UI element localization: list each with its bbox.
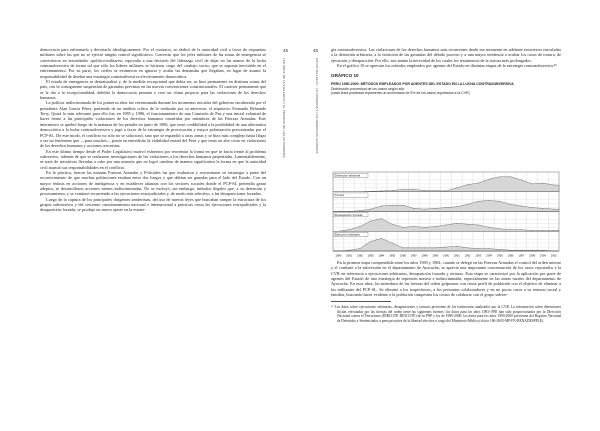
chart-point (360, 210, 361, 211)
chart-point (467, 184, 468, 185)
right-paragraph: En la primera etapa comprendida entre los años 1983 y 1984, cuando se delegó en las Fuerzas Armadas el control del orden interno y el combate a la subversión en el departamento de Ayacucho, se aprecia una importante concentración de los casos reportados a la CVR en referencia a ejecuciones arbitrarias, desaparición forzada y torturas. Esta etapa se caracterizó por la aplicación por parte de agentes del Estado de una estrategia de represión masiva e indiscriminada, especialmente en las zonas rurales del departamento de Ayacucho. En esos años, los miembros de las fuerzas del orden golpearon con cierta perfil de población con el objetivo de eliminar a los militantes del PCP-SL. Se eliminó a los sospechosos, a los presuntos colaboradores y en no pocas casos a su entorno social y familiar, buscando hacer evidente a la población campesina los costos de colaborar con el grupo subver- (331, 260, 561, 298)
chart-point (510, 176, 511, 177)
right-body-text (331, 47, 561, 95)
methods-chart (331, 170, 561, 258)
chart-point (489, 248, 490, 249)
chart-point (478, 201, 479, 202)
chart-x-tick-label: 1982 (356, 254, 363, 258)
chart-point (392, 205, 393, 206)
chart-point (381, 238, 382, 239)
chart-point (413, 208, 414, 209)
chart-point (403, 227, 404, 228)
right-page (300, 0, 600, 431)
chart-point (553, 209, 554, 210)
chart-point (499, 249, 500, 250)
right-running-head: HATUN WILLAKUY · LA TRAGEDIA Y LOS DERECHOS HUMANOS (315, 58, 319, 154)
chart-point (424, 190, 425, 191)
chart-point (467, 224, 468, 225)
chart-x-tick-label: 1991 (453, 254, 460, 258)
chart-point (456, 206, 457, 207)
footnote-rule (331, 301, 391, 302)
chart-x-tick-label: 1999 (539, 254, 546, 258)
chart-point (360, 248, 361, 249)
chart-point (403, 248, 404, 249)
chart-point (553, 230, 554, 231)
chart-point (360, 226, 361, 227)
right-lower-text (331, 260, 561, 323)
left-paragraph: La política indiscriminada de los primeros años fue reexaminada durante los momentos iniciales del gobierno encabezado por el presidente Alan García Pérez, partiendo de un análisis crítico de lo realizado por su antecesor, el arquitecto Fernando Belaunde Terry. Quizá lo más relevante para ello fue, en 1985 y 1986, el funcionamiento de una Comisión de Paz y una inicial voluntad de hacer frente a las principales violaciones de los derechos humanos cometidas por miembros de las Fuerzas Armadas. Este intermezzo se quebró luego de la matanza de los penales en junio de 1986, que restó credibilidad a la posibilidad de una alternativa democrática a la lucha contrasubversiva y jugó a favor de la estrategia de provocación y mayor polarización preconizadas por el PCP-SL. De este modo, el conflicto no sólo no se solucionó, sino que se expandió a otras zonas y se hizo más complejo hasta llegar a ser un fenómeno que —para muchos— ponía en entredicho la viabilidad estatal del Perú y que tenía un alto costo en violaciones de los derechos humanos y acciones terroristas. (40, 100, 266, 149)
chart-point (553, 185, 554, 186)
chart-point (456, 187, 457, 188)
chart-point (392, 243, 393, 244)
chart-point (478, 183, 479, 184)
chart-x-tick-label: 1989 (432, 254, 439, 258)
graph-subtitle: Distribución porcentual de los casos según año (331, 86, 405, 91)
chart-point (435, 226, 436, 227)
chart-point (478, 225, 479, 226)
chart-series-label: Tortura (335, 193, 344, 198)
chart-x-tick-label: 1983 (367, 254, 374, 258)
right-page-number: 46 (313, 48, 319, 53)
chart-point (413, 248, 414, 249)
chart-point (349, 229, 350, 230)
chart-point (370, 221, 371, 222)
chart-x-tick-label: 1986 (399, 254, 406, 258)
left-paragraph: En este último tiempo desde el Poder Legislativo motivó esfuerzos por reorientar la forma en que se hacía frente al problema subversivo, además de que se realizaron investigaciones de las violaciones a los derechos humanos perpetradas. Lamentablemente, se trató de iniciativas llevadas a cabo por una minoría que no logró cambiar de manera significativa la forma en que la autoridad civil asumió sus responsabilidades en el conflicto. (40, 148, 266, 170)
chart-point (381, 206, 382, 207)
chart-point (510, 250, 511, 251)
left-paragraph: democracia para enfrentarlo y derrotarlo ideológicamente. Por el contrario, se abdicó de la autoridad civil a favor de respuestas militares sobre las que no se ejerció ningún control significativo. Convertir que los jefes militares de las zonas de emergencia se convirtieron en autoridades «político-militares» equivalía a una decisión del liderazgo civil de dejar en las manos de la lucha contrasubversiva de forma tal que sólo los líderes militares se hicieron cargo del «trabajo sucio» que se suponía inevitable en el enfrentamiento. Por su parte, los civiles se eximieron en ignorar y avalar las demandas que llegaban, en lugar de asumir la responsabilidad de diseñar una estrategia contrasubversiva efectivamente democrática. (40, 47, 266, 79)
chart-point (499, 201, 500, 202)
chart-point (349, 250, 350, 251)
left-paragraph: El estado de emergencia se desnaturalizó y, de la medida excepcional que debía ser, se hizo permanente en distintas zonas del país, con la consiguiente suspensión de garantías previstas en las nuevas convenciones constitucionales. El carácter permanente que se le dio a la excepcionalidad, debilitó la democracia peruana y creó un clima propicio para las violaciones de los derechos humanos. (40, 79, 266, 101)
chart-point (424, 209, 425, 210)
chart-point (370, 241, 371, 242)
chart-point (446, 207, 447, 208)
chart-point (510, 204, 511, 205)
chart-point (370, 209, 371, 210)
left-paragraph: En la práctica, fueron las mismas Fuerzas Armadas y Policiales las que evaluaron y reorientaron su estrategia a partir del reconocimiento de que muchas poblaciones estaban entre dos fuegos y que debían ser ganadas para el lado del Estado. Con un mayor énfasis en acciones de inteligencia y en establecer alianzas con los sectores sociales donde el PCP-SL pretendía ganar adeptos, se desarrollaron acciones menos indiscriminadas. No se excluyó, sin embargo, métodos ilegales que, a su detención y procesamiento, y se continuó recurriendo a las ejecuciones extrajudiciales y, de modo más selectivo, a las desapariciones forzadas. (40, 169, 266, 197)
chart-x-tick-label: 1985 (389, 254, 396, 258)
chart-point (489, 179, 490, 180)
chart-x-tick-label: 1988 (421, 254, 428, 258)
chart-point (521, 206, 522, 207)
chart-point (510, 229, 511, 230)
chart-point (392, 224, 393, 225)
chart-point (446, 225, 447, 226)
chart-point (381, 218, 382, 219)
chart-x-tick-label: 1987 (410, 254, 417, 258)
chart-point (467, 248, 468, 249)
chart-point (392, 190, 393, 191)
chart-point (543, 250, 544, 251)
chart-point (403, 205, 404, 206)
chart-point (435, 248, 436, 249)
left-running-head: LOS AÑOS DE LA VIOLENCIA Y EL PERIODO DE LAS AUTONOMÍAS (282, 58, 286, 158)
chart-point (489, 227, 490, 228)
chart-point (424, 227, 425, 228)
chart-x-tick-label: 1995 (496, 254, 503, 258)
graph-label: GRÁFICO 10 (331, 73, 359, 79)
chart-x-tick-label: 1993 (475, 254, 482, 258)
right-paragraph: En el gráfico 10 se aprecian los métodos empleados por agentes del Estado en distintas etapas de la estrategia contrasubversiva.²⁹ (337, 63, 557, 69)
chart-point (532, 230, 533, 231)
footnote: ²⁹ Los datos sobre ejecuciones arbitrarias, desapariciones y torturas provienen de los testimonios analizados por la CVR. La información sobre detenciones ilícitas efectuadas por las fuerzas del orden tiene las siguientes fuentes: los datos para los años 1983-1985 han sido proporcionados por la Dirección Nacional contra el Terrorismo (DIRCOTE-DINCOTE) de la PNP y los de 1986-2000, los datos para los años 1990-2000 provienen del Registro Nacional de Detenidos y Sentenciados a pena privativa de la libertad efectiva a cargo del Ministerio Público (oficio 186-2003-MP-FN-RENADESPPLE). (331, 305, 561, 323)
chart-point (532, 250, 533, 251)
chart-point (521, 250, 522, 251)
chart-point (456, 246, 457, 247)
chart-point (499, 176, 500, 177)
left-page-number: 45 (283, 48, 289, 53)
chart-point (543, 183, 544, 184)
chart-point (413, 189, 414, 190)
chart-x-tick-label: 1980 (335, 254, 342, 258)
chart-x-tick-label: 1994 (486, 254, 493, 258)
left-paragraph: Luego de la captura de los principales dirigentes senderistas, del uso de nuevas leyes que buscaban romper la estructura de los grupos subversivos y del creciente cuestionamiento nacional e internacional a prácticas como las ejecuciones extrajudiciales y la desaparición forzada, se produjo un nuevo ajuste en la estrate- (40, 196, 266, 213)
chart-point (543, 230, 544, 231)
chart-series-label: Ejecución arbitraria (335, 232, 360, 237)
chart-point (446, 247, 447, 248)
chart-point (467, 204, 468, 205)
chart-x-tick-label: 1997 (518, 254, 525, 258)
chart-x-tick-label: 1998 (529, 254, 536, 258)
chart-point (435, 190, 436, 191)
chart-point (446, 191, 447, 192)
chart-point (413, 226, 414, 227)
chart-x-tick-label: 1984 (378, 254, 385, 258)
graph-note: (cada línea punteada representa un acumulado de 5% de los casos reportados a la CVR) (331, 90, 470, 95)
chart-x-tick-label: 1981 (346, 254, 353, 258)
chart-point (424, 248, 425, 249)
chart-x-tick-label: 2000 (550, 254, 557, 258)
chart-series-label: Detención arbitraria (335, 173, 361, 178)
chart-x-tick-label: 1990 (443, 254, 449, 258)
chart-point (456, 223, 457, 224)
chart-point (435, 208, 436, 209)
chart-point (499, 229, 500, 230)
chart-point (403, 189, 404, 190)
chart-x-tick-label: 1992 (464, 254, 471, 258)
chart-series-label: Desaparición forzada (335, 212, 363, 217)
right-paragraph: gia contrasubversiva. Las violaciones de los derechos humanos más recurrentes desde ese momento en adelante estuvieron vinculadas a la detención arbitraria, a la violación de las garantías del debido proceso y a una mayor tendencia a ocultar los casos de tortura, de ejecución y desaparición. Por ello, nos anima la necesidad de los cuales los testimonios de la tortura más prolongados. (331, 47, 561, 63)
chart-point (543, 208, 544, 209)
chart-point (489, 200, 490, 201)
graph-heading: PERÚ 1980-2000: MÉTODOS EMPLEADOS POR AGENTES DEL ESTADO EN LA LUCHA CONTRASUBVERSIVA (331, 81, 514, 86)
left-body-text (40, 47, 266, 213)
chart-point (521, 229, 522, 230)
chart-point (478, 248, 479, 249)
chart-x-tick-label: 1996 (507, 254, 514, 258)
chart-point (532, 207, 533, 208)
chart-point (532, 184, 533, 185)
chart-point (521, 180, 522, 181)
chart-point (381, 191, 382, 192)
